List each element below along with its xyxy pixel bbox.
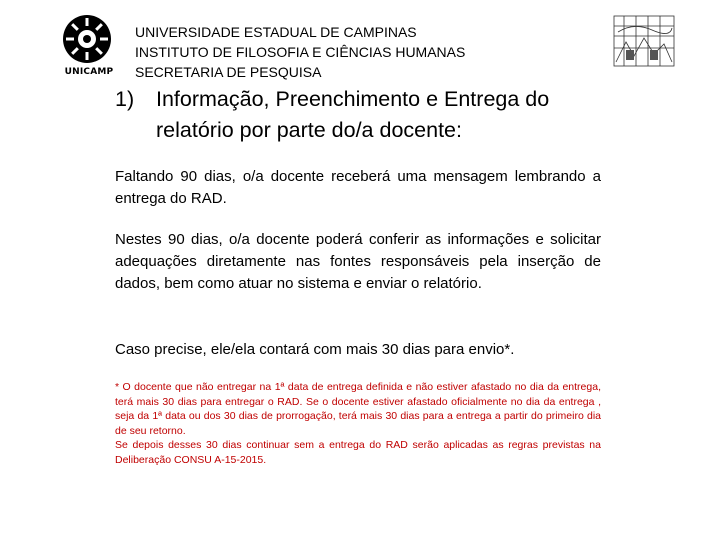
- footnote: [115, 380, 601, 467]
- footnote-part-2: Se depois desses 30 dias continuar sem a entrega do RAD serão aplicadas as regras previstas na Deliberação CONSU A-15-2015.: [115, 439, 601, 466]
- section-number: 1): [115, 87, 135, 111]
- paragraph-extension: Caso precise, ele/ela contará com mais 30 dias para envio*.: [115, 341, 515, 358]
- ifch-building-icon: [604, 12, 682, 78]
- unicamp-logo: [58, 14, 120, 80]
- unicamp-emblem-icon: [62, 14, 112, 64]
- university-name: UNIVERSIDADE ESTADUAL DE CAMPINAS: [135, 24, 417, 40]
- ifch-logo: [604, 12, 682, 78]
- paragraph-reminder: Faltando 90 dias, o/a docente receberá uma mensagem lembrando a entrega do RAD.: [115, 168, 601, 207]
- paragraph-review: Nestes 90 dias, o/a docente poderá conferir as informações e solicitar adequações diretamente nas fontes responsáveis pela inserção de dados, bem como atuar no sistema e enviar o relatório.: [115, 231, 601, 292]
- institute-name: INSTITUTO DE FILOSOFIA E CIÊNCIAS HUMANAS: [135, 44, 466, 60]
- section-title-text: Informação, Preenchimento e Entrega do relatório por parte do/a docente:: [156, 87, 550, 142]
- section-title: [115, 84, 615, 146]
- footnote-part-1: * O docente que não entregar na 1ª data de entrega definida e não estiver afastado no dia da entrega, terá mais 30 dias para entregar o RAD. Se o docente estiver afastado oficialmente no dia da entrega , seja da 1ª data ou dos 30 dias de prorrogação, terá mais 30 dias para a entrega a partir do primeiro dia de seu retorno.: [115, 381, 601, 437]
- institution-header: [135, 22, 595, 82]
- department-name: SECRETARIA DE PESQUISA: [135, 64, 322, 80]
- unicamp-wordmark: UNICAMP: [64, 67, 114, 77]
